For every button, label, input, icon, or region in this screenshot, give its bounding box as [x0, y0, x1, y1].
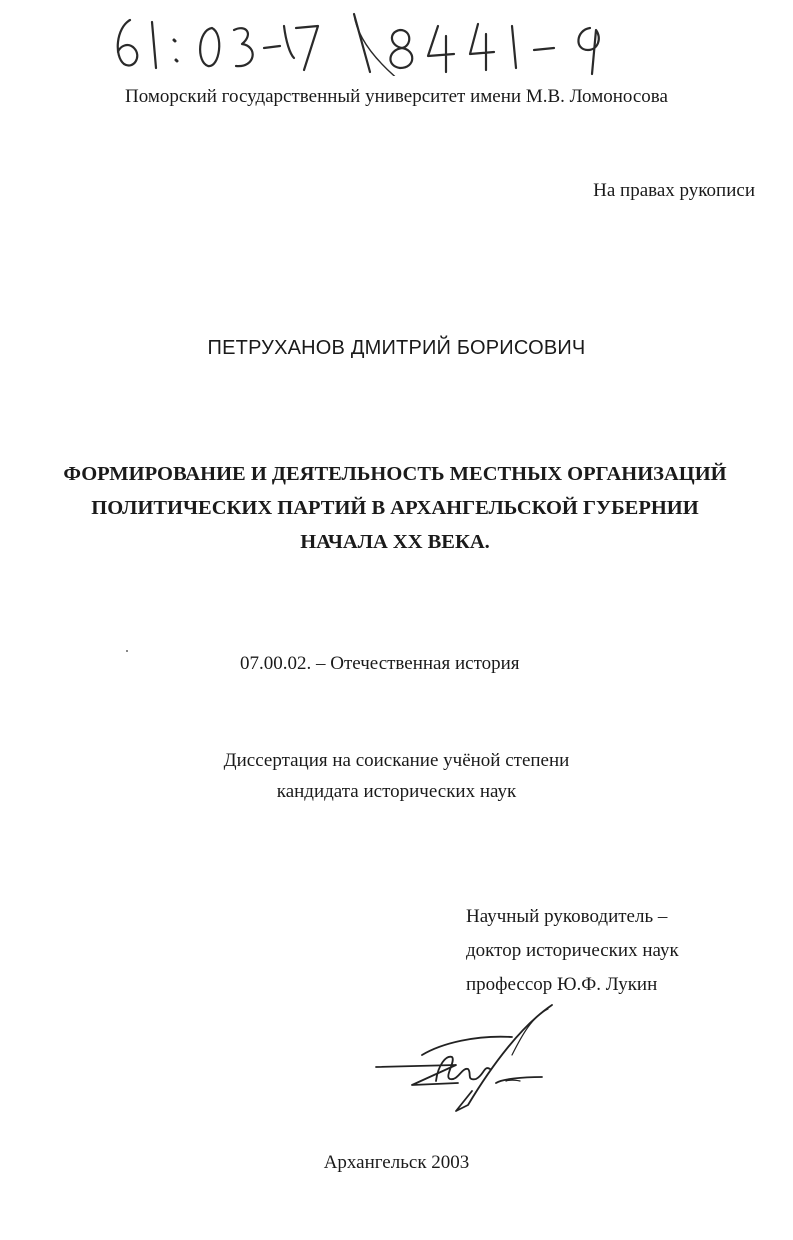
supervisor-block	[466, 900, 679, 1002]
degree-line: Диссертация на соискание учёной степени	[223, 750, 570, 771]
specialty-code: 07.00.02. – Отечественная история	[240, 653, 520, 674]
title-line: ФОРМИРОВАНИЕ И ДЕЯТЕЛЬНОСТЬ МЕСТНЫХ ОРГАНИЗАЦИЙ	[63, 463, 727, 485]
signature	[372, 995, 562, 1120]
degree-statement	[0, 745, 793, 807]
title-line: ПОЛИТИЧЕСКИХ ПАРТИЙ В АРХАНГЕЛЬСКОЙ ГУБЕРНИИ	[91, 497, 699, 519]
author-name: ПЕТРУХАНОВ ДМИТРИЙ БОРИСОВИЧ	[207, 337, 586, 359]
handwritten-archive-code	[108, 6, 668, 76]
supervisor-line: профессор Ю.Ф. Лукин	[466, 974, 658, 995]
title-line: НАЧАЛА XX ВЕКА.	[300, 531, 490, 553]
supervisor-line: доктор исторических наук	[466, 940, 679, 961]
city-year: Архангельск 2003	[323, 1152, 470, 1173]
manuscript-rights-note: На правах рукописи	[593, 180, 755, 201]
dissertation-title	[40, 457, 750, 559]
university-name: Поморский государственный университет имени М.В. Ломоносова	[125, 86, 668, 107]
supervisor-line: Научный руководитель –	[466, 906, 668, 927]
degree-line: кандидата исторических наук	[276, 781, 517, 802]
scan-speck	[126, 650, 128, 652]
